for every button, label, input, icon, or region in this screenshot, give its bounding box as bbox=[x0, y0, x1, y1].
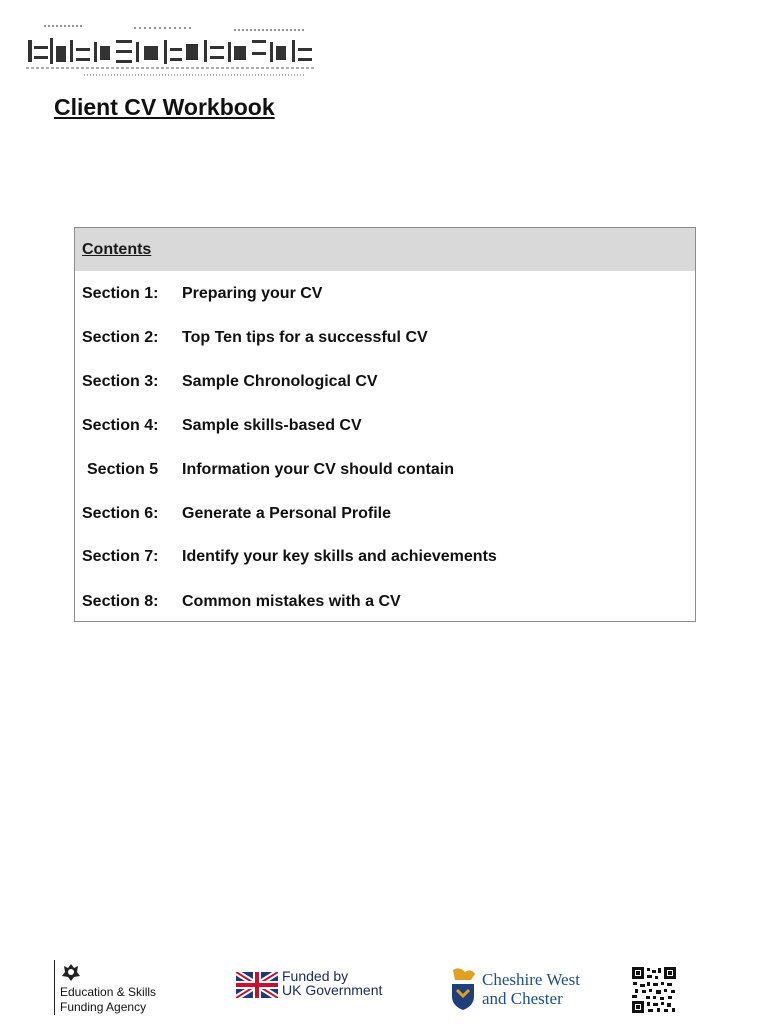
qr-code-icon bbox=[632, 967, 676, 1013]
section-title: Preparing your CV bbox=[182, 285, 323, 302]
cwac-line1: Cheshire West bbox=[482, 970, 580, 989]
contents-row bbox=[75, 414, 362, 438]
council-crest-icon bbox=[449, 966, 477, 1010]
contents-row bbox=[75, 502, 391, 526]
section-title: Top Ten tips for a successful CV bbox=[182, 329, 428, 346]
contents-row bbox=[75, 458, 454, 482]
cwac-line2: and Chester bbox=[482, 989, 563, 1008]
ukgov-line2: UK Government bbox=[282, 982, 383, 998]
contents-table bbox=[74, 227, 696, 622]
royal-crest-icon bbox=[60, 962, 82, 982]
esfa-name-line2: Funding Agency bbox=[60, 1000, 147, 1014]
section-title: Identify your key skills and achievements bbox=[182, 548, 497, 565]
logo-divider bbox=[54, 960, 55, 1015]
section-title: Sample Chronological CV bbox=[182, 373, 378, 390]
ukgov-line1: Funded by bbox=[282, 968, 349, 984]
section-number: Section 8: bbox=[82, 593, 159, 610]
section-number: Section 5 bbox=[87, 461, 159, 478]
section-number: Section 1: bbox=[82, 285, 159, 302]
section-number: Section 7: bbox=[82, 548, 159, 565]
contents-row bbox=[75, 282, 322, 306]
section-title: Sample skills-based CV bbox=[182, 417, 362, 434]
footer-logos bbox=[0, 955, 770, 1024]
contents-row bbox=[75, 545, 497, 569]
esfa-name-line1: Education & Skills bbox=[60, 985, 157, 999]
section-title: Generate a Personal Profile bbox=[182, 505, 391, 522]
section-title: Information your CV should contain bbox=[182, 461, 454, 478]
contents-row bbox=[75, 326, 428, 350]
section-number: Section 2: bbox=[82, 329, 159, 346]
section-number: Section 6: bbox=[82, 505, 159, 522]
union-flag-icon bbox=[236, 972, 278, 998]
section-number: Section 4: bbox=[82, 417, 159, 434]
section-number: Section 3: bbox=[82, 373, 159, 390]
section-title: Common mistakes with a CV bbox=[182, 593, 401, 610]
document-title: Client CV Workbook bbox=[54, 94, 275, 120]
contents-heading: Contents bbox=[75, 228, 695, 271]
esfa-logo bbox=[54, 960, 174, 1015]
contents-row bbox=[75, 370, 378, 394]
degraded-logo-icon bbox=[24, 20, 318, 82]
contents-row bbox=[75, 590, 401, 614]
